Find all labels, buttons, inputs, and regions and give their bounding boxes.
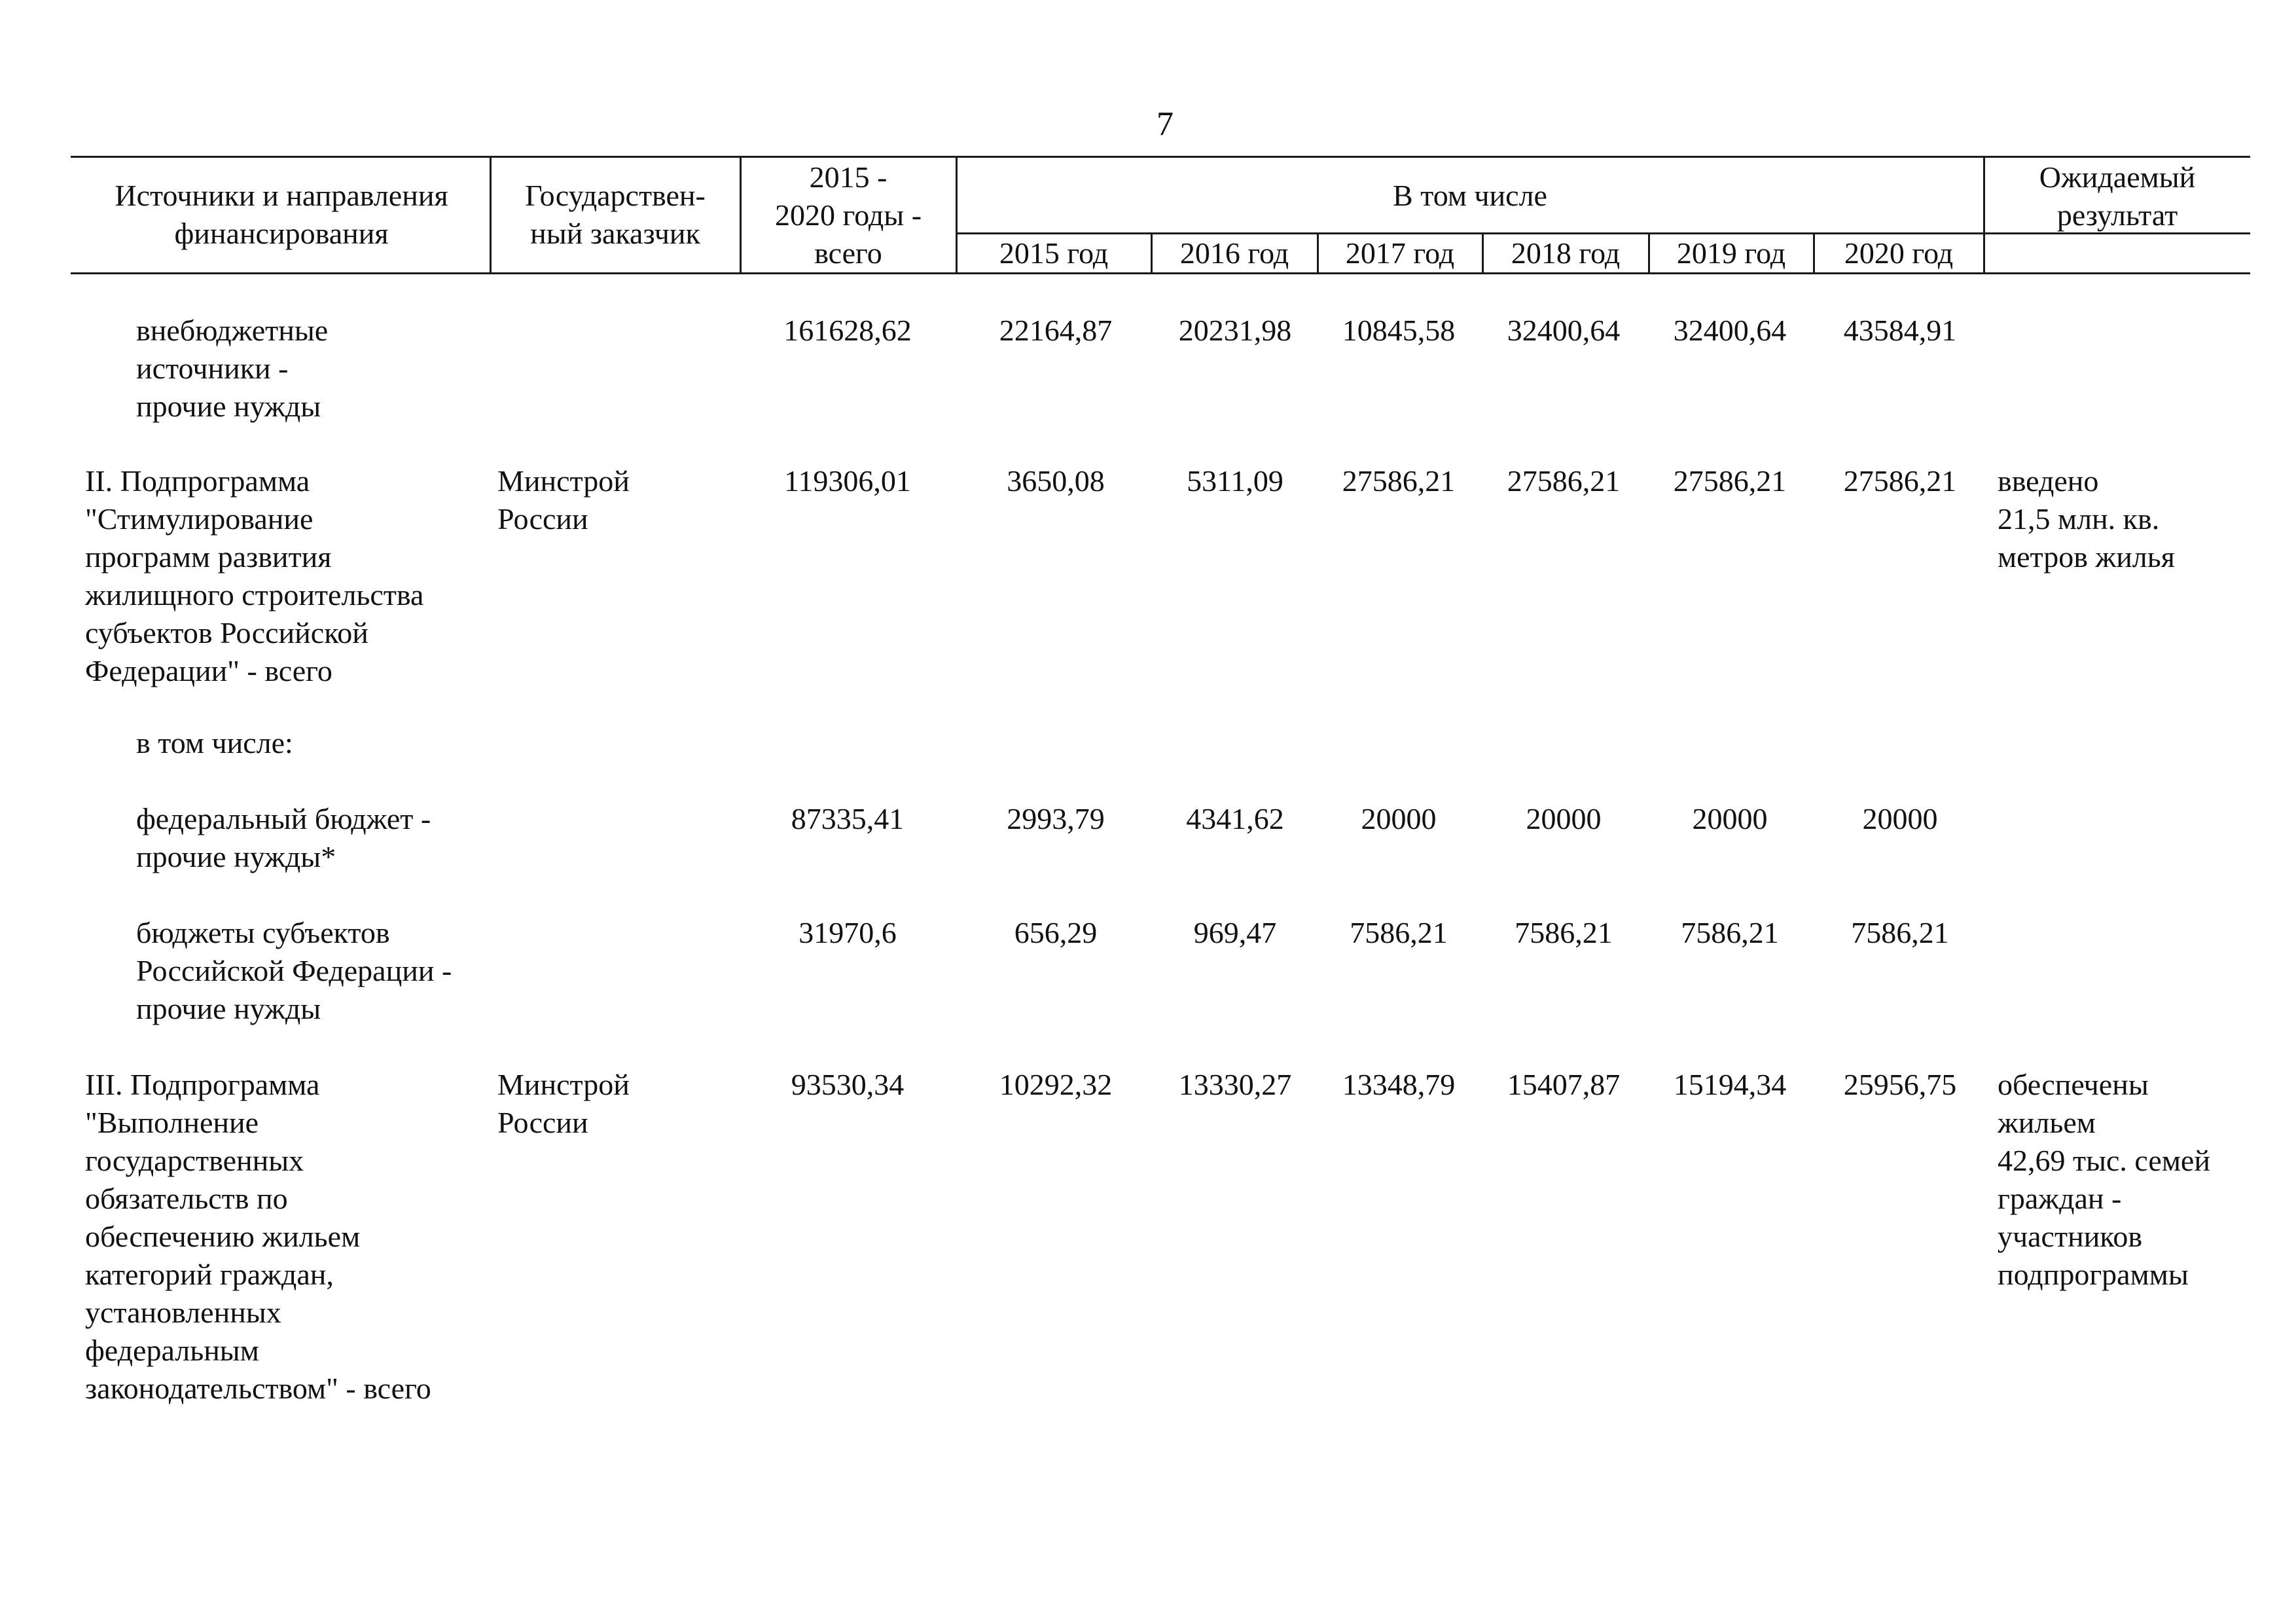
row-value-2017: 27586,21 xyxy=(1342,464,1456,498)
row-value-2017: 13348,79 xyxy=(1342,1068,1456,1101)
row-value-2018: 32400,64 xyxy=(1507,314,1621,347)
row-label-federal-budget: федеральный бюджет - прочие нужды* xyxy=(136,802,431,873)
row-result-subprogram-3: обеспечены жильем 42,69 тыс. семей граждан - участников подпрограммы xyxy=(1998,1068,2210,1291)
row-label-subprogram-3: III. Подпрограмма "Выполнение государственных обязательств по обеспечению жильем категорий граждан, установленных федеральным законодательством" - всего xyxy=(85,1068,431,1405)
header-year-2018: 2018 год xyxy=(1511,236,1621,270)
col-divider-result xyxy=(1983,156,1985,274)
header-customer-line1: Государствен- xyxy=(525,179,706,212)
header-result xyxy=(1986,158,2249,234)
header-total xyxy=(742,158,954,272)
row-value-2019: 20000 xyxy=(1692,802,1768,835)
header-total-line1: 2015 - xyxy=(809,160,888,194)
header-total-line2: 2020 годы - xyxy=(774,198,922,232)
page-number: 7 xyxy=(1157,105,1174,143)
row-value-2018: 7586,21 xyxy=(1515,916,1613,949)
row-value-2019: 15194,34 xyxy=(1673,1068,1787,1101)
row-value-2015: 2993,79 xyxy=(1007,802,1105,835)
row-total-extrabudgetary: 161628,62 xyxy=(783,314,912,347)
row-value-2019: 32400,64 xyxy=(1673,314,1787,347)
header-including: В том числе xyxy=(1393,179,1547,212)
row-value-2020: 27586,21 xyxy=(1843,464,1957,498)
header-year-2015: 2015 год xyxy=(999,236,1109,270)
row-value-2018: 27586,21 xyxy=(1507,464,1621,498)
header-bottom-border xyxy=(71,272,2250,274)
row-value-2016: 13330,27 xyxy=(1178,1068,1292,1101)
row-value-2020: 25956,75 xyxy=(1843,1068,1957,1101)
row-value-2016: 20231,98 xyxy=(1178,314,1292,347)
row-total-regional-budgets: 31970,6 xyxy=(798,916,897,949)
header-customer-line2: ный заказчик xyxy=(530,217,700,250)
row-value-2019: 27586,21 xyxy=(1673,464,1787,498)
header-total-line3: всего xyxy=(814,236,882,270)
header-result-line1: Ожидаемый xyxy=(2039,160,2196,194)
row-label-subprogram-2: II. Подпрограмма "Стимулирование программ развития жилищного строительства субъектов Российской Федерации" - всего xyxy=(85,464,424,687)
row-total-subprogram-3: 93530,34 xyxy=(791,1068,905,1101)
col-divider-1 xyxy=(490,156,492,274)
row-value-2018: 20000 xyxy=(1526,802,1602,835)
header-year-2016: 2016 год xyxy=(1179,236,1289,270)
row-value-2016: 4341,62 xyxy=(1186,802,1284,835)
row-value-2020: 43584,91 xyxy=(1843,314,1957,347)
header-year-2020: 2020 год xyxy=(1844,236,1954,270)
row-label-regional-budgets: бюджеты субъектов Российской Федерации - прочие нужды xyxy=(136,916,452,1025)
row-value-2020: 20000 xyxy=(1862,802,1938,835)
header-top-border xyxy=(71,156,2250,158)
row-value-2017: 20000 xyxy=(1361,802,1437,835)
header-year-2019: 2019 год xyxy=(1676,236,1786,270)
row-value-2019: 7586,21 xyxy=(1681,916,1779,949)
header-customer xyxy=(492,177,738,253)
row-label-including: в том числе: xyxy=(136,726,293,759)
row-value-2015: 22164,87 xyxy=(999,314,1113,347)
row-customer-subprogram-2: Минстрой России xyxy=(497,464,630,536)
row-value-2018: 15407,87 xyxy=(1507,1068,1621,1101)
row-value-2016: 5311,09 xyxy=(1187,464,1283,498)
row-label-extrabudgetary: внебюджетные источники - прочие нужды xyxy=(136,314,329,423)
row-result-subprogram-2: введено 21,5 млн. кв. метров жилья xyxy=(1998,464,2175,574)
row-customer-subprogram-3: Минстрой России xyxy=(497,1068,630,1139)
row-value-2015: 3650,08 xyxy=(1007,464,1105,498)
header-sources: Источники и направления финансирования xyxy=(115,179,448,250)
row-value-2015: 10292,32 xyxy=(999,1068,1113,1101)
row-total-subprogram-2: 119306,01 xyxy=(784,464,911,498)
header-result-line2: результат xyxy=(2056,198,2178,232)
col-divider-2 xyxy=(740,156,742,274)
header-year-2017: 2017 год xyxy=(1345,236,1455,270)
row-value-2017: 7586,21 xyxy=(1350,916,1448,949)
row-value-2020: 7586,21 xyxy=(1851,916,1949,949)
row-value-2016: 969,47 xyxy=(1193,916,1277,949)
row-total-federal-budget: 87335,41 xyxy=(791,802,905,835)
row-value-2015: 656,29 xyxy=(1014,916,1098,949)
row-value-2017: 10845,58 xyxy=(1342,314,1456,347)
